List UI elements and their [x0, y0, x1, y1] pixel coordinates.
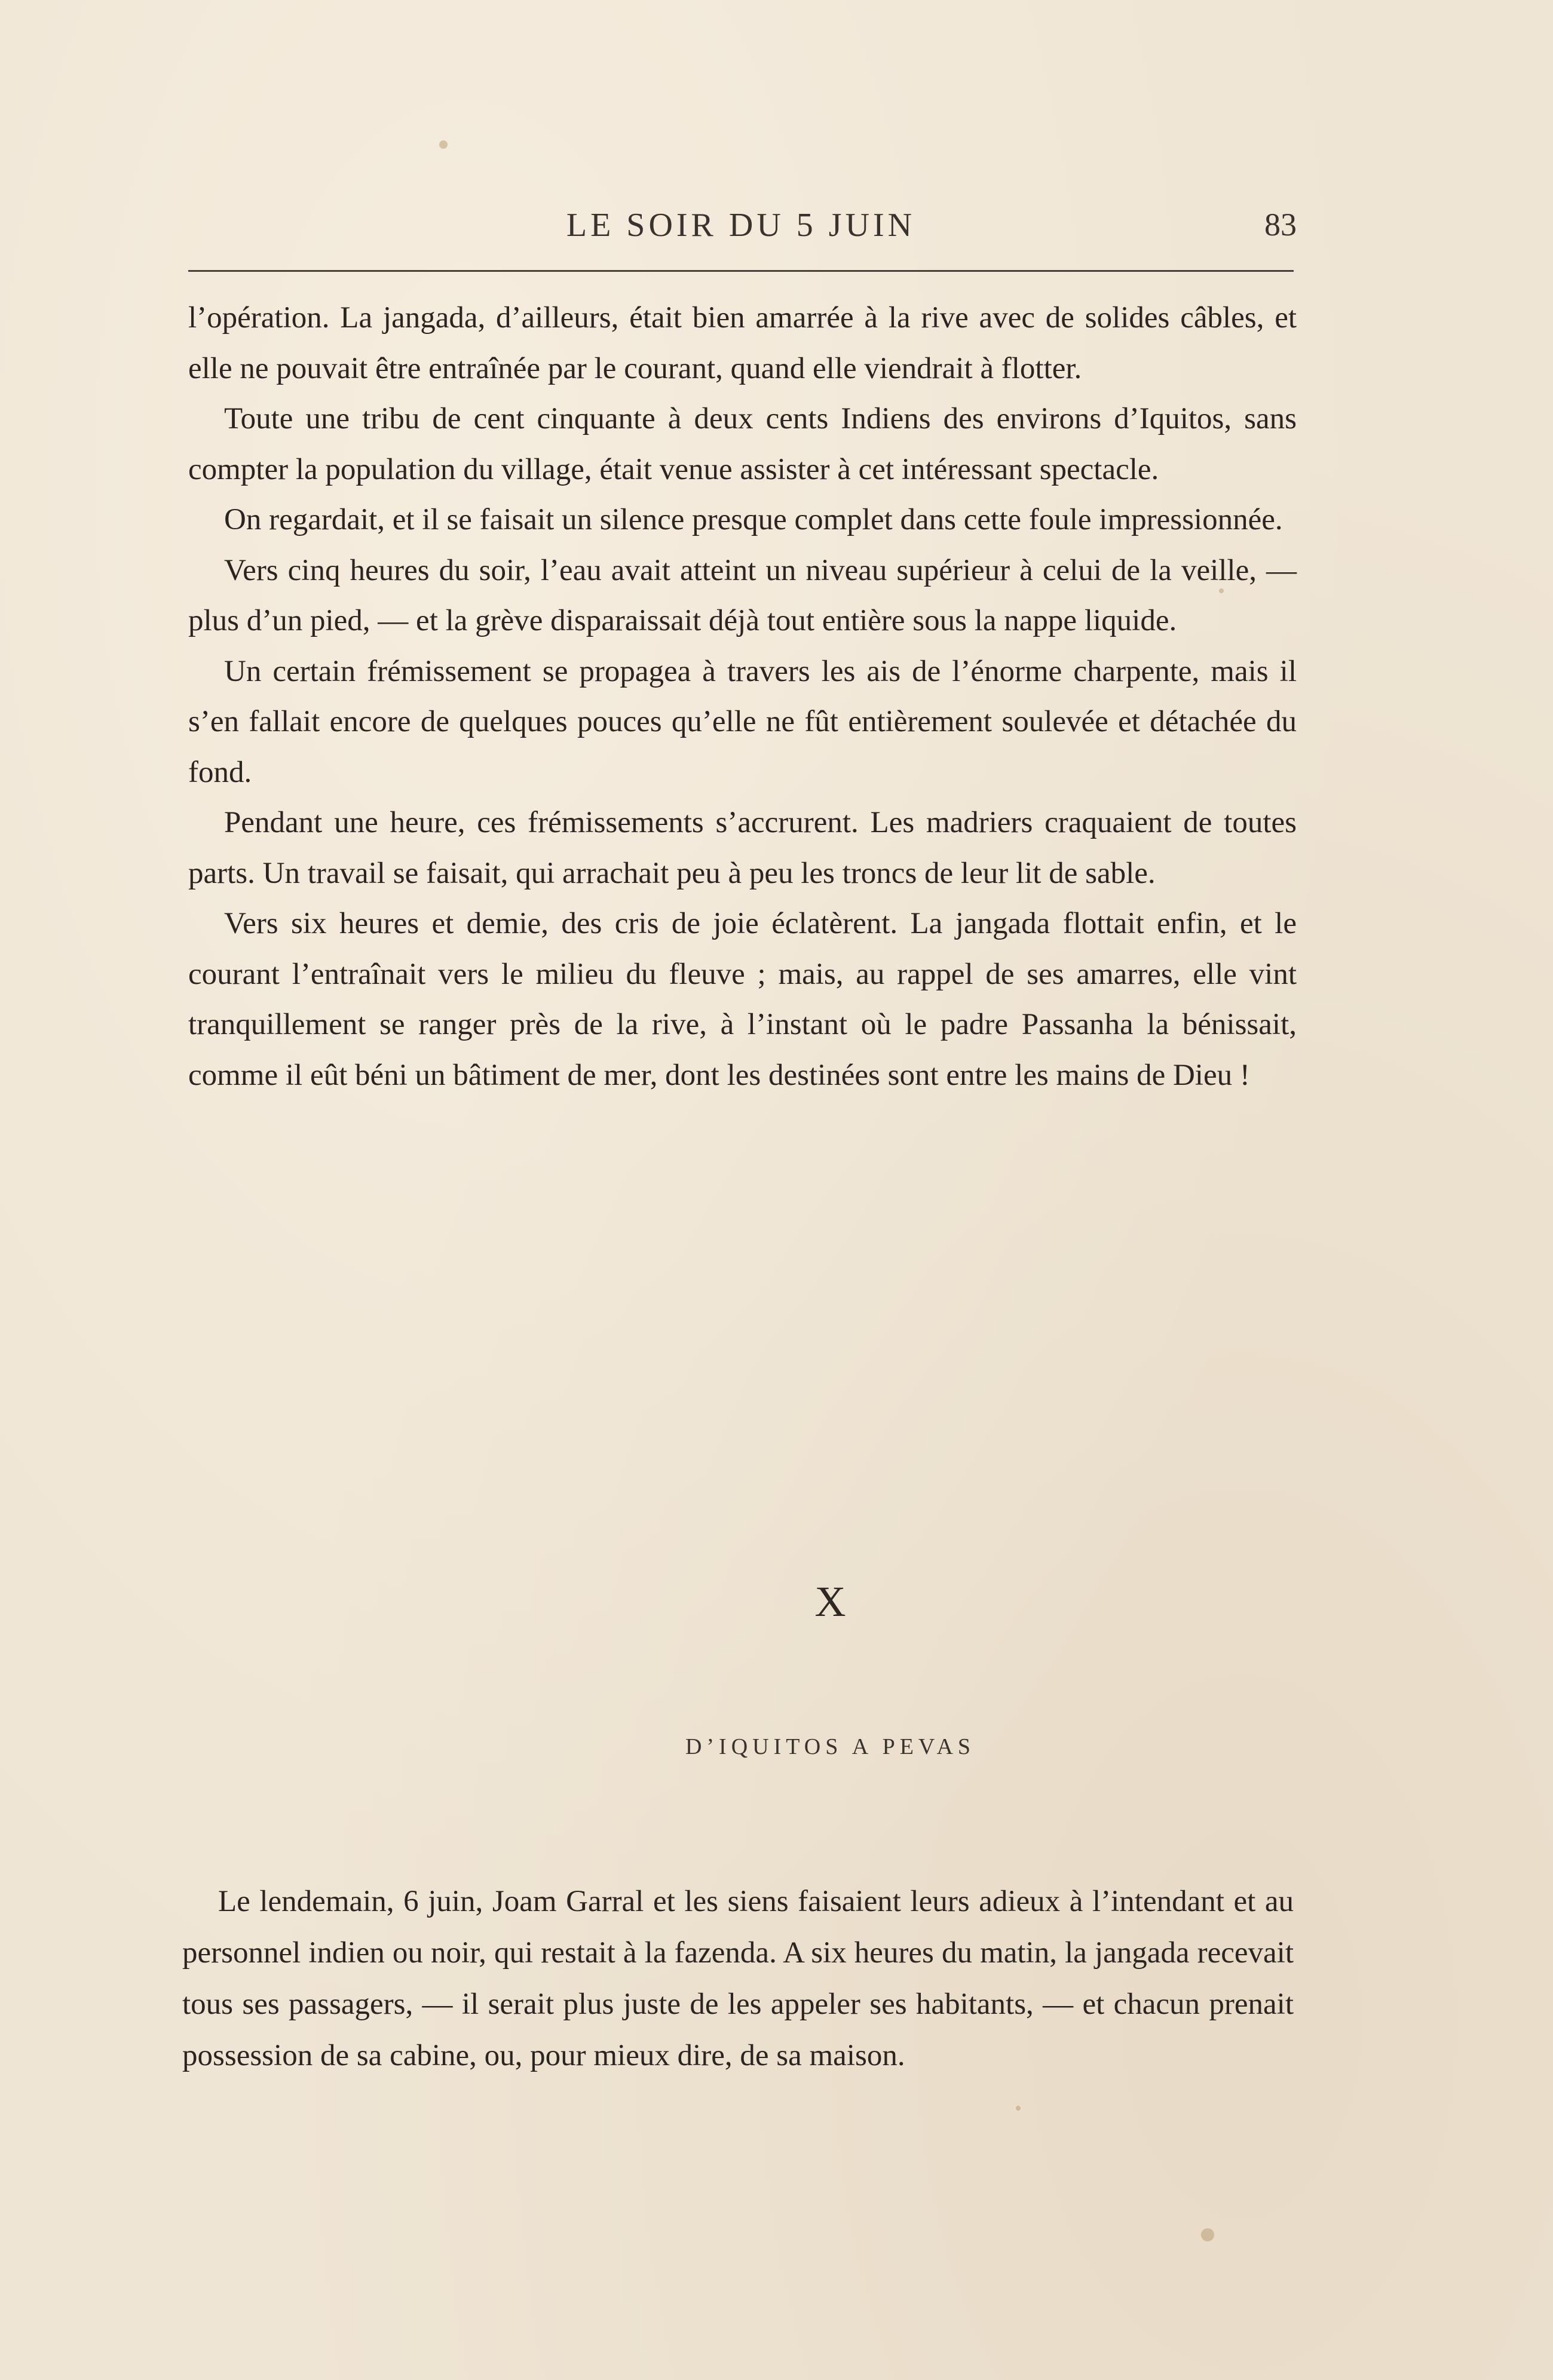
paragraph: Un certain frémissement se propagea à travers les ais de l’énorme charpente, mais il s’en fallait encore de quelques pouces qu’elle ne fût entièrement soulevée et détachée du fond.	[188, 654, 1297, 789]
paper-speck	[1201, 2228, 1214, 2241]
chapter-number: X	[814, 1578, 846, 1625]
paper-speck	[1016, 2106, 1021, 2111]
running-head	[185, 206, 1297, 254]
paragraph: Toute une tribu de cent cinquante à deux cents Indiens des environs d’Iquitos, sans compter la population du village, était venue assister à cet intéressant spectacle.	[188, 402, 1297, 486]
paragraph: Pendant une heure, ces frémissements s’accrurent. Les madriers craquaient de toutes parts. Un travail se faisait, qui arrachait peu à peu les troncs de leur lit de sable.	[188, 806, 1297, 890]
chapter-title: D’IQUITOS A PEVAS	[685, 1734, 976, 1759]
body-text	[188, 293, 1297, 1100]
paragraph: l’opération. La jangada, d’ailleurs, était bien amarrée à la rive avec de solides câbles, et elle ne pouvait être entraînée par le courant, quand elle viendrait à flotter.	[188, 301, 1297, 385]
paper-speck	[439, 140, 448, 149]
paragraph: Vers six heures et demie, des cris de joie éclatèrent. La jangada flottait enfin, et le courant l’entraînait vers le milieu du fleuve ; mais, au rappel de ses amarres, elle vint tranquillement se ranger près de la rive, à l’instant où le padre Passanha la bénissait, comme il eût béni un bâtiment de mer, dont les destinées sont entre les mains de Dieu !	[188, 907, 1297, 1092]
chapter-text	[182, 1876, 1294, 2081]
header-rule	[188, 270, 1294, 272]
running-title: LE SOIR DU 5 JUIN	[566, 207, 916, 244]
paragraph: Le lendemain, 6 juin, Joam Garral et les siens faisaient leurs adieux à l’intendant et au personnel indien ou noir, qui restait à la fazenda. A six heures du matin, la jangada recevait tous ses passagers, — il serait plus juste de les appeler ses habitants, — et chacun prenait possession de sa cabine, ou, pour mieux dire, de sa maison.	[182, 1885, 1294, 2072]
paragraph: Vers cinq heures du soir, l’eau avait atteint un niveau supérieur à celui de la veille, — plus d’un pied, — et la grève disparaissait déjà tout entière sous la nappe liquide.	[188, 553, 1297, 637]
paragraph: On regardait, et il se faisait un silence presque complet dans cette foule impressionnée.	[224, 503, 1283, 536]
page-number: 83	[1264, 207, 1297, 243]
